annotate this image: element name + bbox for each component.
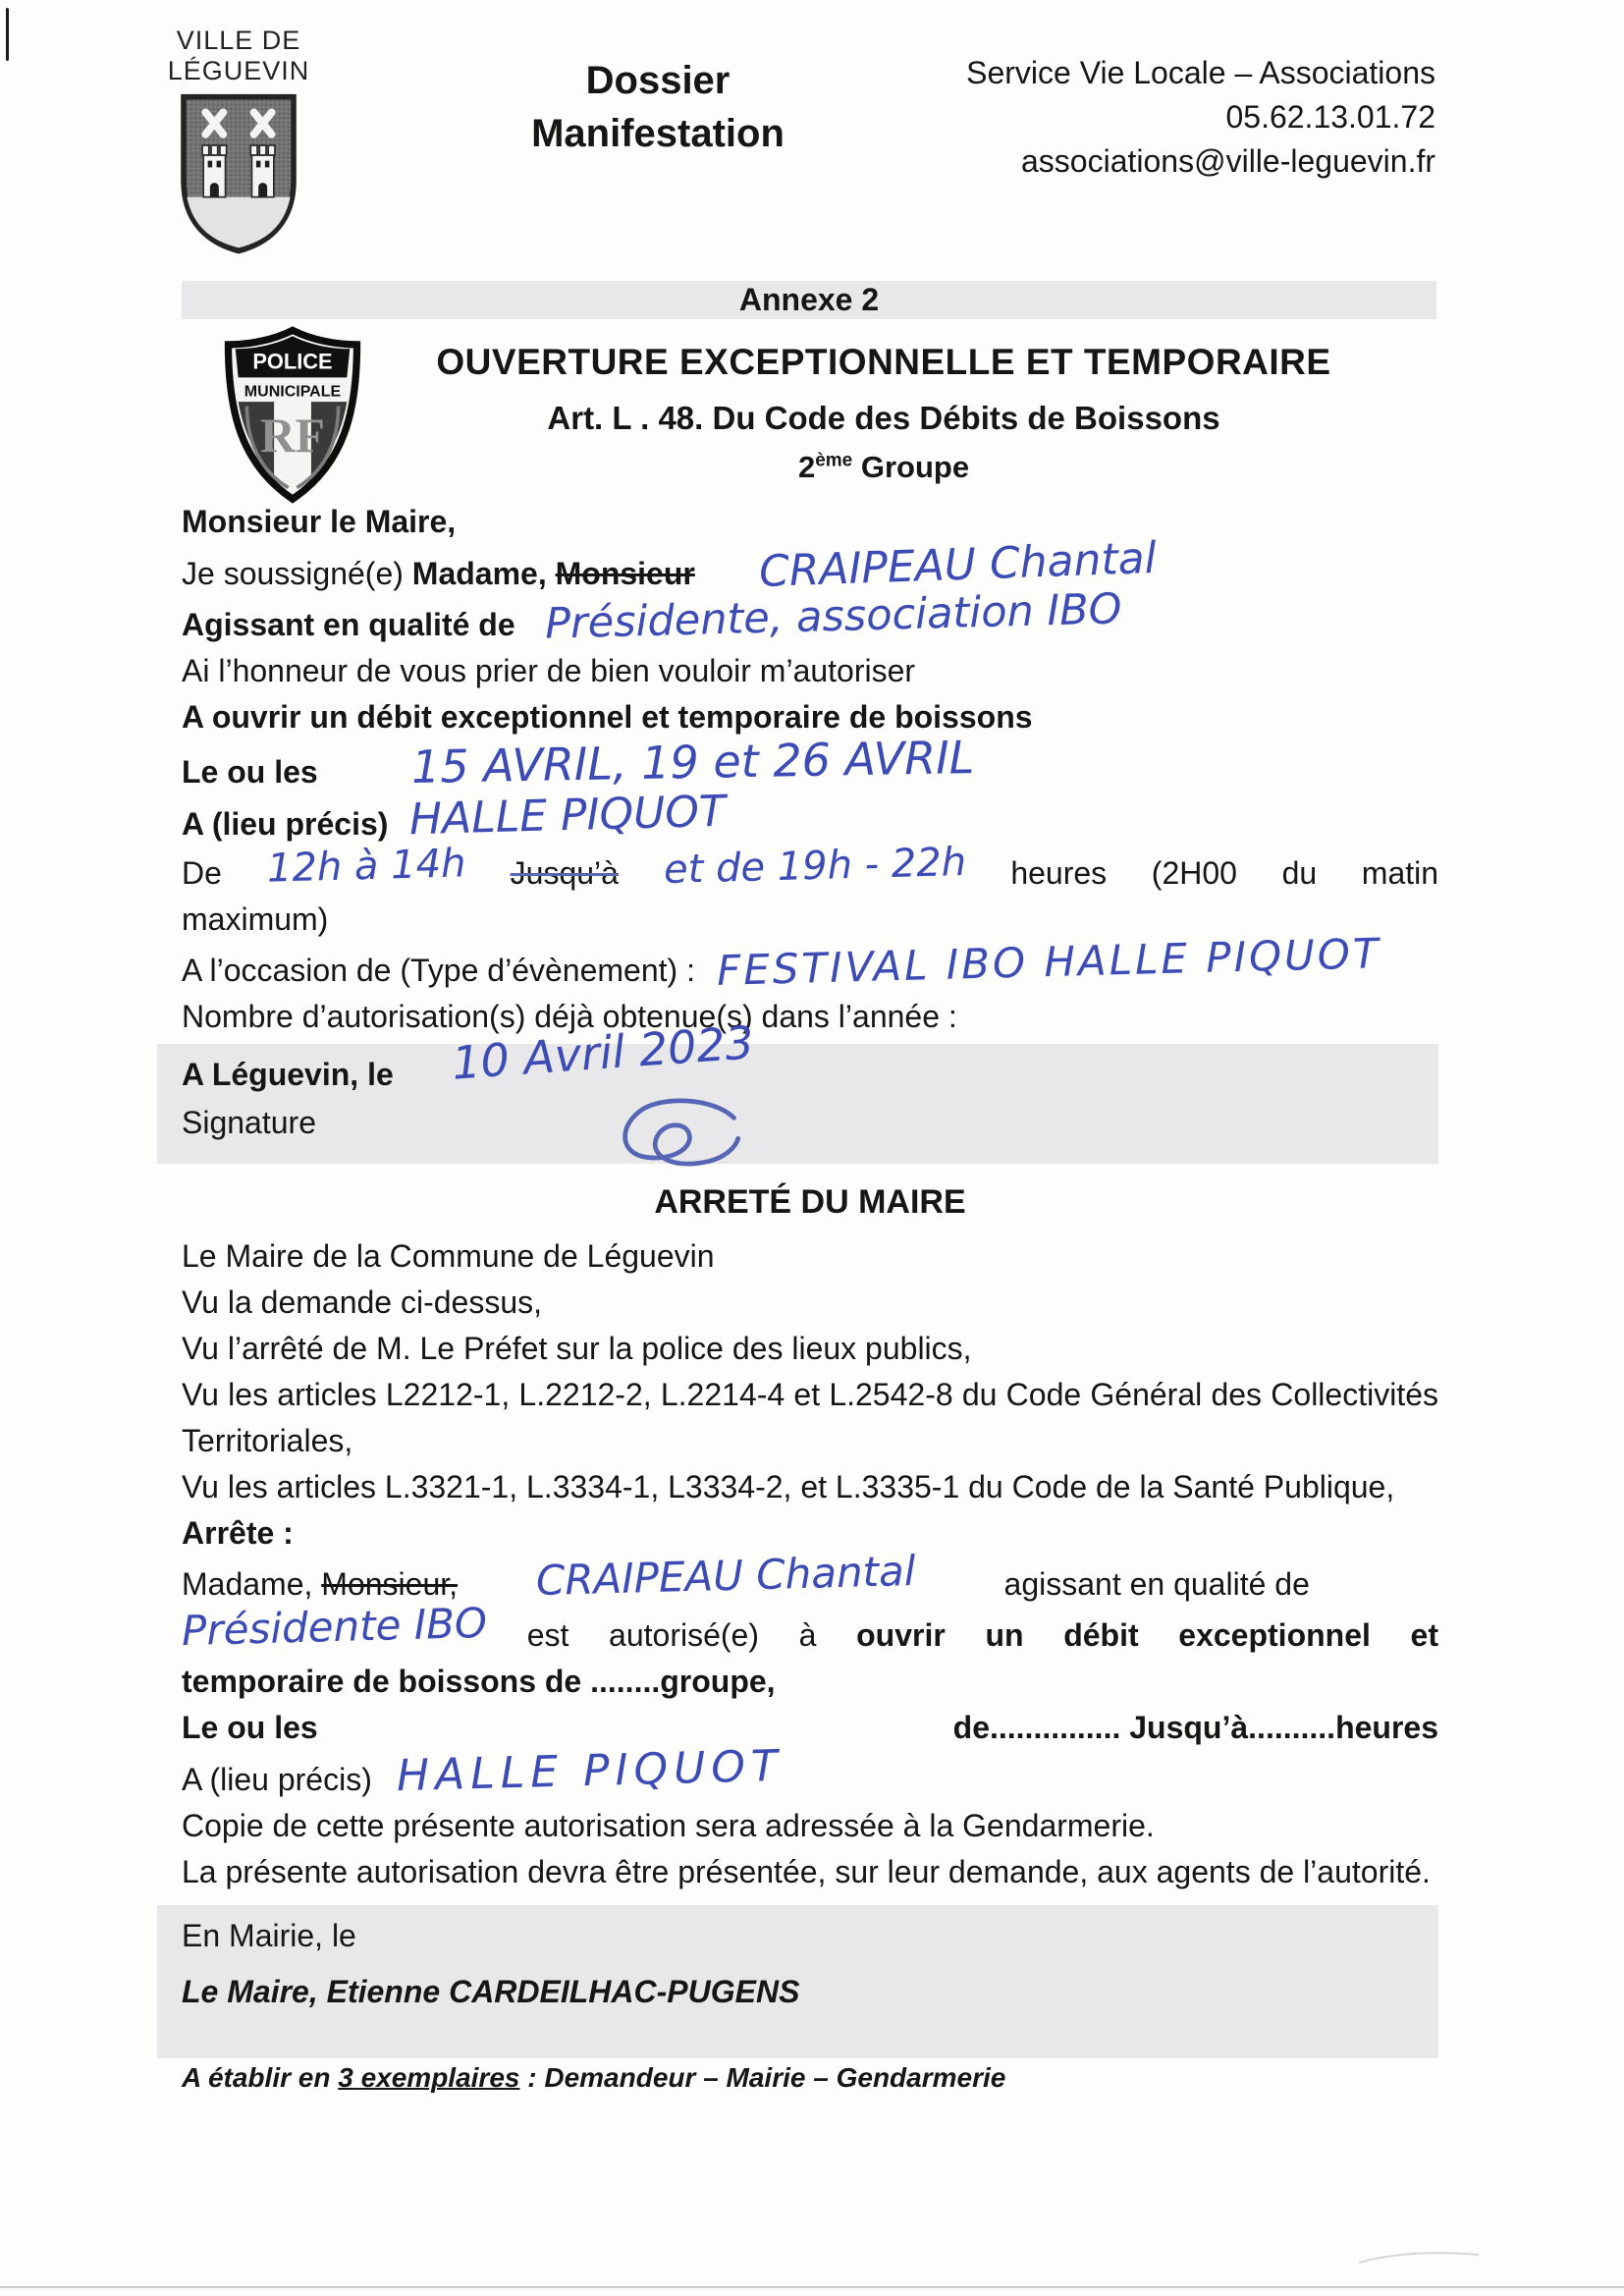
signature-label: Signature [182,1105,316,1140]
signature-scribble [579,1095,785,1188]
handwritten-applicant-name: CRAIPEAU Chantal [758,532,1158,598]
arrete-lieu-line [182,1740,1438,1802]
ouvrir-line: A ouvrir un débit exceptionnel et temporaire de boissons [182,699,1033,735]
honneur-line: Ai l’honneur de vous prier de bien vouloir m’autoriser [182,653,916,688]
service-contact-block [923,51,1435,184]
annexe-banner: Annexe 2 [182,281,1436,319]
hours-line [182,839,1439,894]
le-ou-les-label: Le ou les [182,754,318,790]
arrete-de-jusqua-dots: de............... Jusqu’à..........heures [952,1710,1438,1745]
arrete-madame-line [182,1546,1438,1606]
autorise-bold-text: ouvrir un débit exceptionnel et [856,1617,1438,1653]
en-mairie-label: En Mairie, le [182,1918,356,1953]
arrete-madame-label: Madame, [182,1566,313,1602]
arrete-title: ARRETÉ DU MAIRE [654,1183,966,1221]
agissant-label: Agissant en qualité de [182,607,515,642]
arrete-handwritten-name: CRAIPEAU Chantal [535,1546,917,1606]
soussigne-line [182,532,1438,598]
police-badge-icon [220,326,365,505]
crest-caption-line2: LÉGUEVIN [167,56,310,85]
jusqua-label-struck: Jusqu’à [510,855,619,891]
arrete-p2: Vu la demande ci-dessus, [182,1285,543,1320]
occasion-line [182,929,1438,995]
monsieur-label-struck: Monsieur [555,556,695,591]
mairie-block [157,1905,1438,2058]
autorise-label: est autorisé(e) à [526,1617,817,1653]
form-subtitle: Art. L . 48. Du Code des Débits de Boissons [547,400,1220,436]
maire-name-line: Le Maire, Etienne CARDEILHAC-PUGENS [182,1974,800,2009]
contact-service: Service Vie Locale – Associations [966,55,1435,90]
salutation-line: Monsieur le Maire, [182,504,457,539]
nombre-line: Nombre d’autorisation(s) déjà obtenue(s) dans l’année : [182,999,957,1034]
arrete-p4-line2: Territoriales, [182,1423,353,1458]
arrete-dates-row [182,1709,1438,1747]
contact-email: associations@ville-leguevin.fr [1021,143,1435,179]
town-crest-icon [154,90,323,255]
handwritten-location: HALLE PIQUOT [408,786,727,846]
handwritten-hours-1: 12h à 14h [265,841,466,892]
copie-line: Copie de cette présente autorisation sera adressée à la Gendarmerie. [182,1808,1155,1843]
contact-phone: 05.62.13.01.72 [1225,99,1435,135]
arrete-monsieur-label-struck: Monsieur, [321,1566,459,1602]
footer-underlined: 3 exemplaires [338,2062,520,2093]
footer-suffix: : Demandeur – Mairie – Gendarmerie [519,2062,1006,2093]
form-group-line [373,450,1394,485]
pencil-mark-artifact [1355,2245,1483,2267]
agissant-line [182,584,1438,649]
badge-rf-text: RF [260,409,325,464]
town-crest [131,26,347,260]
document-main-title [491,54,825,160]
occasion-label: A l’occasion de (Type d’évènement) : [182,953,695,988]
arrete-autorise-line [181,1598,1438,1656]
lieu-label: A (lieu précis) [182,806,389,842]
temporaire-line: temporaire de boissons de ........groupe, [182,1664,776,1699]
arrete-lieu-label: A (lieu précis) [182,1762,372,1797]
arrete-p4-line1: Vu les articles L2212-1, L.2212-2, L.2214-4 et L.2542-8 du Code Général des Collectivités [182,1377,1438,1412]
dates-line [182,731,1438,793]
handwritten-dates: 15 AVRIL, 19 et 26 AVRIL [410,731,975,793]
form-title: OUVERTURE EXCEPTIONNELLE ET TEMPORAIRE [436,342,1331,382]
handwritten-event: FESTIVAL IBO HALLE PIQUOT [716,929,1382,995]
arrete-p1: Le Maire de la Commune de Léguevin [182,1238,715,1274]
group-ordinal-suffix: ème [815,450,853,471]
handwritten-date: 10 Avril 2023 [450,1015,756,1090]
arrete-agissant-label: agissant en qualité de [1003,1566,1310,1602]
police-badge [220,326,365,510]
arrete-handwritten-quality: Présidente IBO [181,1598,488,1656]
footer-note [182,2058,1438,2097]
scan-artifact-bottom-edge [0,2286,1624,2288]
arrete-p3: Vu l’arrêté de M. Le Préfet sur la police des lieux publics, [182,1331,972,1366]
arrete-p5: Vu les articles L.3321-1, L.3334-1, L3334-2, et L.3335-1 du Code de la Santé Publique, [182,1469,1395,1504]
scan-artifact-line [6,8,9,61]
main-title-line1: Dossier [585,59,731,102]
main-title-line2: Manifestation [531,112,785,155]
arrete-handwritten-location: HALLE PIQUOT [396,1740,785,1802]
form-body [182,503,1438,2105]
form-title-block [373,342,1394,485]
heures-suffix: heures (2H00 du matin [1010,855,1439,891]
arrete-le-ou-les-label: Le ou les [182,1710,318,1745]
group-number: 2 [797,450,816,484]
crest-caption-line1: VILLE DE [176,26,301,55]
madame-label: Madame, [411,556,547,591]
footer-prefix: A établir en [182,2062,339,2093]
lieu-line [182,786,1438,846]
handwritten-hours-2: et de 19h - 22h [663,839,967,894]
place-date-label: A Léguevin, le [182,1057,394,1092]
handwritten-quality: Présidente, association IBO [544,584,1122,649]
maximum-line: maximum) [182,902,329,937]
presente-line: La présente autorisation devra être présentée, sur leur demande, aux agents de l’autorité. [182,1854,1431,1889]
badge-police-text: POLICE [252,349,333,374]
badge-municipale-text: MUNICIPALE [244,383,342,401]
arrete-label: Arrête : [182,1515,294,1551]
group-word: Groupe [852,450,970,484]
de-label: De [182,855,222,891]
soussigne-prefix: Je soussigné(e) [182,556,412,591]
